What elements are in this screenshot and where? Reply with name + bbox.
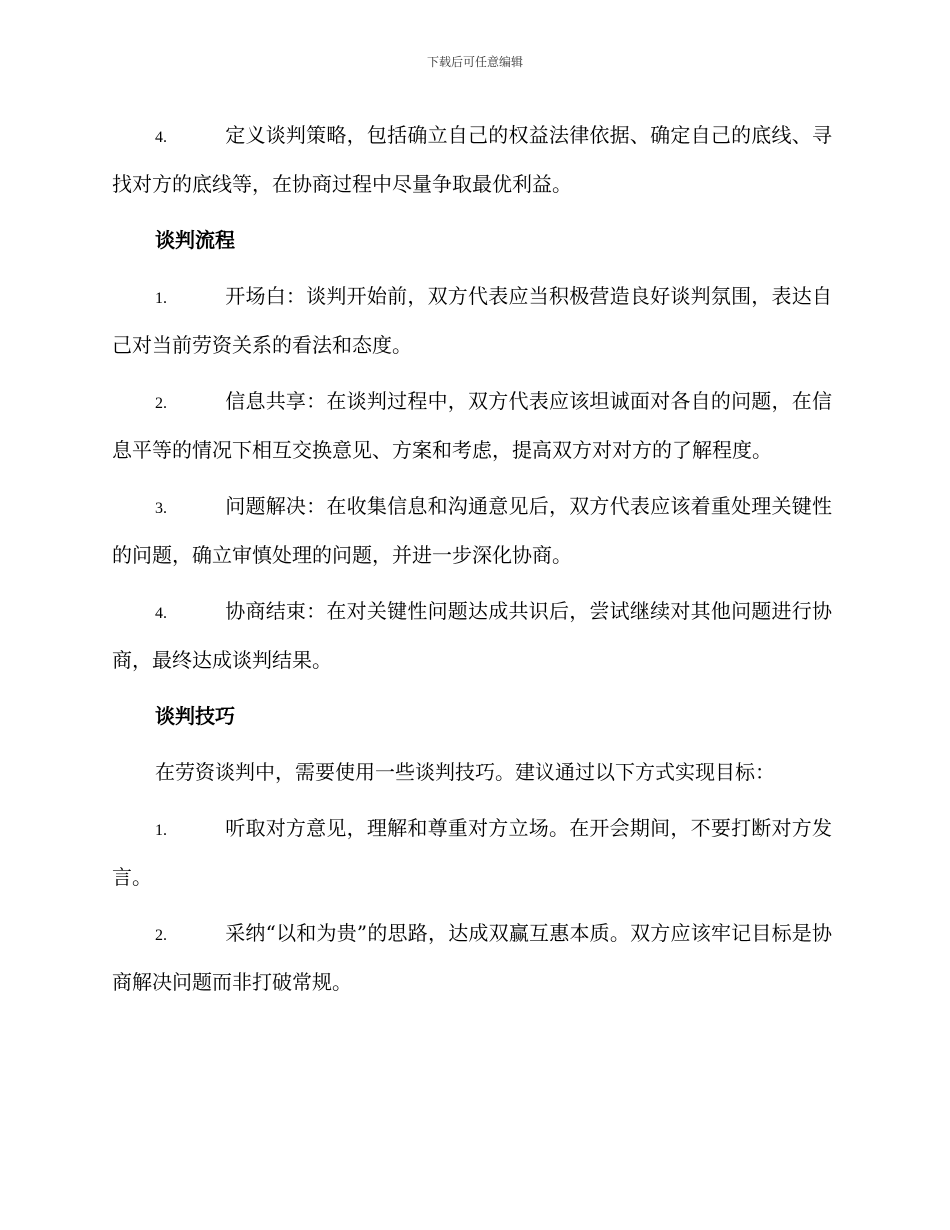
list-item-text: 开场白：谈判开始前，双方代表应当积极营造良好谈判氛围，表达自己对当前劳资关系的看法和态度。 bbox=[112, 284, 832, 357]
process-list-item bbox=[112, 378, 832, 473]
process-list-item bbox=[112, 483, 832, 578]
list-number: 4. bbox=[155, 605, 167, 622]
section-heading-skills: 谈判技巧 bbox=[155, 704, 235, 728]
page-header: 下载后可任意编辑 bbox=[426, 55, 523, 69]
list-number: 1. bbox=[155, 290, 167, 307]
process-list-item bbox=[112, 588, 832, 683]
skills-intro-paragraph: 在劳资谈判中，需要使用一些谈判技巧。建议通过以下方式实现目标： bbox=[155, 760, 775, 784]
list-item-text: 信息共享：在谈判过程中，双方代表应该坦诚面对各自的问题，在信息平等的情况下相互交换意见、方案和考虑，提高双方对对方的了解程度。 bbox=[112, 389, 832, 462]
list-item-text: 采纳“以和为贵”的思路，达成双赢互惠本质。双方应该牢记目标是协商解决问题而非打破常规。 bbox=[112, 921, 832, 994]
skills-list-item bbox=[112, 805, 832, 900]
document-body bbox=[112, 112, 832, 1015]
list-item-text: 听取对方意见，理解和尊重对方立场。在开会期间，不要打断对方发言。 bbox=[112, 816, 832, 889]
list-number: 2. bbox=[155, 395, 167, 412]
section-heading-process: 谈判流程 bbox=[155, 228, 235, 252]
list-item-text: 定义谈判策略，包括确立自己的权益法律依据、确定自己的底线、寻找对方的底线等，在协商过程中尽量争取最优利益。 bbox=[112, 123, 832, 196]
list-number: 4. bbox=[155, 129, 167, 146]
list-item-text: 问题解决：在收集信息和沟通意见后，双方代表应该着重处理关键性的问题，确立审慎处理的问题，并进一步深化协商。 bbox=[112, 494, 832, 567]
list-item-text: 协商结束：在对关键性问题达成共识后，尝试继续对其他问题进行协商，最终达成谈判结果。 bbox=[112, 599, 832, 672]
list-number: 1. bbox=[155, 822, 167, 839]
skills-list-item bbox=[112, 910, 832, 1005]
list-number: 2. bbox=[155, 927, 167, 944]
strategy-list-item bbox=[112, 112, 832, 207]
list-number: 3. bbox=[155, 500, 167, 517]
process-list-item bbox=[112, 273, 832, 368]
